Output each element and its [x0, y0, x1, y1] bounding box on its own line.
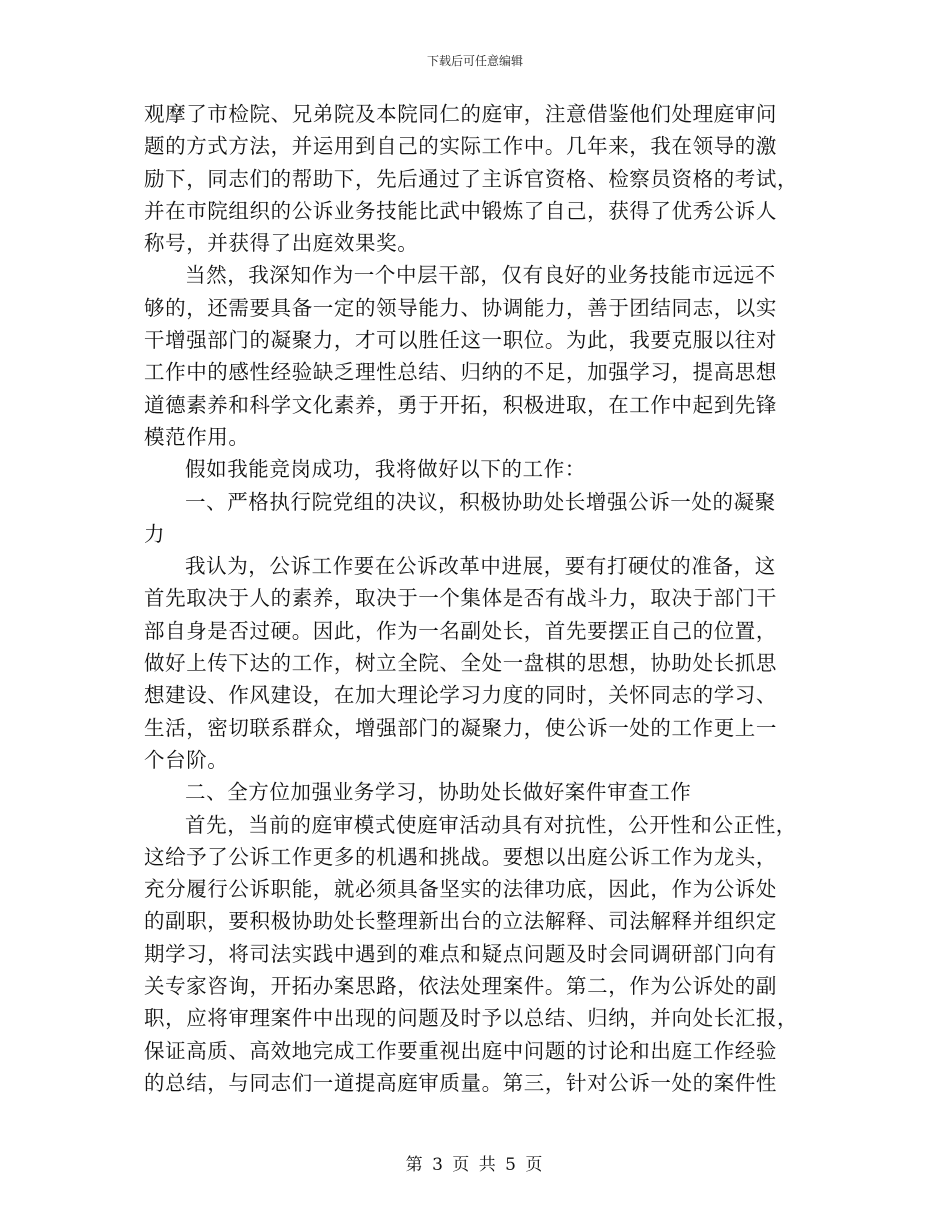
- text-line: 这给予了公诉工作更多的机遇和挑战。要想以出庭公诉工作为龙头，: [144, 844, 777, 869]
- text-line: 我认为，公诉工作要在公诉改革中进展，要有打硬仗的准备，这: [185, 554, 776, 579]
- text-line: 二、全方位加强业务学习，协助处长做好案件审查工作: [185, 780, 692, 805]
- text-line: 部自身是否过硬。因此，作为一名副处长，首先要摆正自己的位置，: [144, 618, 777, 643]
- text-line: 道德素养和科学文化素养，勇于开拓，积极进取，在工作中起到先锋: [144, 392, 777, 417]
- text-line: 工作中的感性经验缺乏理性总结、归纳的不足，加强学习，提高思想: [144, 360, 777, 385]
- text-line: 充分履行公诉职能，就必须具备坚实的法律功底，因此，作为公诉处: [144, 877, 777, 902]
- text-line: 生活，密切联系群众，增强部门的凝聚力，使公诉一处的工作更上一: [144, 715, 777, 740]
- text-line: 励下，同志们的帮助下，先后通过了主诉官资格、检察员资格的考试，: [144, 166, 799, 191]
- text-line: 干增强部门的凝聚力，才可以胜任这一职位。为此，我要克服以往对: [144, 328, 777, 353]
- text-line: 首先，当前的庭审模式使庭审活动具有对抗性，公开性和公正性，: [185, 812, 797, 837]
- text-line: 关专家咨询，开拓办案思路，依法处理案件。第二，作为公诉处的副: [144, 974, 777, 999]
- page-footer: 第 3 页 共 5 页: [405, 1155, 545, 1175]
- text-line: 想建设、作风建设，在加大理论学习力度的同时，关怀同志的学习、: [144, 683, 777, 708]
- text-line: 期学习，将司法实践中遇到的难点和疑点问题及时会同调研部门向有: [144, 941, 777, 966]
- text-line: 模范作用。: [144, 424, 250, 449]
- text-line: 一、严格执行院党组的决议，积极协助处长增强公诉一处的凝聚: [185, 489, 776, 514]
- text-line: 当然，我深知作为一个中层干部，仅有良好的业务技能市远远不: [185, 263, 776, 288]
- text-line: 的总结，与同志们一道提高庭审质量。第三，针对公诉一处的案件性: [144, 1070, 777, 1095]
- text-line: 做好上传下达的工作，树立全院、全处一盘棋的思想，协助处长抓思: [144, 651, 777, 676]
- text-line: 假如我能竞岗成功，我将做好以下的工作：: [185, 457, 586, 482]
- text-line: 并在市院组织的公诉业务技能比武中锻炼了自己，获得了优秀公诉人: [144, 198, 777, 223]
- text-line: 首先取决于人的素养，取决于一个集体是否有战斗力，取决于部门干: [144, 586, 777, 611]
- document-body: [144, 98, 809, 1099]
- text-line: 够的，还需要具备一定的领导能力、协调能力，善于团结同志，以实: [144, 295, 777, 320]
- page-header: 下载后可任意编辑: [426, 54, 523, 68]
- text-line: 力: [144, 521, 166, 546]
- text-line: 称号，并获得了出庭效果奖。: [144, 231, 419, 256]
- text-line: 职，应将审理案件中出现的问题及时予以总结、归纳，并向处长汇报，: [144, 1006, 799, 1031]
- text-line: 保证高质、高效地完成工作要重视出庭中问题的讨论和出庭工作经验: [144, 1038, 777, 1063]
- text-line: 题的方式方法，并运用到自己的实际工作中。几年来，我在领导的激: [144, 134, 777, 159]
- text-line: 个台阶。: [144, 747, 229, 772]
- text-line: 的副职，要积极协助处长整理新出台的立法解释、司法解释并组织定: [144, 909, 777, 934]
- text-line: 观摩了市检院、兄弟院及本院同仁的庭审，注意借鉴他们处理庭审问: [144, 102, 777, 126]
